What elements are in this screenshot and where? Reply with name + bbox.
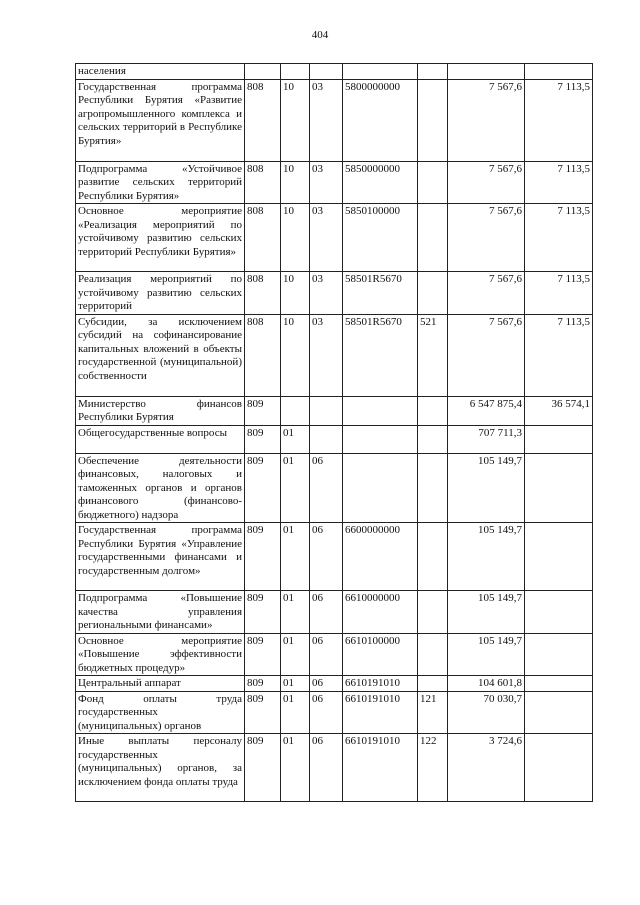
- table-row: [76, 425, 593, 453]
- row-name: Основное мероприятие «Повышение эффективности бюджетных процедур»: [76, 633, 245, 676]
- csr-code: 6600000000: [343, 523, 418, 591]
- sum-2: [525, 523, 593, 591]
- pr-code: 06: [310, 523, 343, 591]
- table-row: [76, 272, 593, 315]
- vr-code: [418, 633, 448, 676]
- vr-code: [418, 425, 448, 453]
- row-name: Субсидии, за исключением субсидий на софинансирование капитальных вложений в объекты государственной (муниципальной) собственности: [76, 314, 245, 396]
- rz-code: 10: [281, 204, 310, 272]
- table-row: [76, 453, 593, 523]
- csr-code: 58501R5670: [343, 314, 418, 396]
- vr-code: [418, 79, 448, 161]
- csr-code: 6610191010: [343, 676, 418, 692]
- table-row: [76, 64, 593, 80]
- sum-2: [525, 691, 593, 734]
- ved-code: 809: [245, 691, 281, 734]
- csr-code: 6610191010: [343, 734, 418, 802]
- sum-2: [525, 425, 593, 453]
- pr-code: [310, 425, 343, 453]
- row-name: Подпрограмма «Повышение качества управления региональными финансами»: [76, 591, 245, 634]
- ved-code: 808: [245, 79, 281, 161]
- pr-code: 06: [310, 691, 343, 734]
- vr-code: [418, 204, 448, 272]
- table-row: [76, 734, 593, 802]
- ved-code: 808: [245, 272, 281, 315]
- ved-code: 809: [245, 591, 281, 634]
- row-name: Основное мероприятие «Реализация мероприятий по устойчивому развитию сельских территорий Республики Бурятия»: [76, 204, 245, 272]
- vr-code: [418, 523, 448, 591]
- sum-2: 36 574,1: [525, 396, 593, 425]
- pr-code: 03: [310, 314, 343, 396]
- sum-2: 7 113,5: [525, 272, 593, 315]
- csr-code: 5800000000: [343, 79, 418, 161]
- row-name: Государственная программа Республики Бурятия «Развитие агропромышленного комплекса и сельских территорий в Республике Бурятия»: [76, 79, 245, 161]
- sum-2: 7 113,5: [525, 204, 593, 272]
- sum-2: 7 113,5: [525, 79, 593, 161]
- rz-code: 10: [281, 314, 310, 396]
- pr-code: 06: [310, 676, 343, 692]
- vr-code: [418, 396, 448, 425]
- sum-1: 105 149,7: [448, 453, 525, 523]
- ved-code: 809: [245, 425, 281, 453]
- row-name: Обеспечение деятельности финансовых, налоговых и таможенных органов и органов финансового (финансово-бюджетного) надзора: [76, 453, 245, 523]
- rz-code: 01: [281, 591, 310, 634]
- csr-code: [343, 425, 418, 453]
- table-row: [76, 691, 593, 734]
- ved-code: 808: [245, 161, 281, 204]
- rz-code: 01: [281, 676, 310, 692]
- sum-1: 7 567,6: [448, 79, 525, 161]
- csr-code: [343, 396, 418, 425]
- ved-code: 809: [245, 676, 281, 692]
- sum-1: 105 149,7: [448, 633, 525, 676]
- rz-code: 01: [281, 734, 310, 802]
- ved-code: 809: [245, 633, 281, 676]
- rz-code: [281, 396, 310, 425]
- sum-2: [525, 591, 593, 634]
- sum-1: [448, 64, 525, 80]
- row-name: населения: [76, 64, 245, 80]
- vr-code: [418, 676, 448, 692]
- rz-code: 01: [281, 633, 310, 676]
- table-row: [76, 523, 593, 591]
- pr-code: 06: [310, 734, 343, 802]
- pr-code: 03: [310, 161, 343, 204]
- sum-1: 707 711,3: [448, 425, 525, 453]
- vr-code: [418, 161, 448, 204]
- sum-2: 7 113,5: [525, 314, 593, 396]
- table-row: [76, 204, 593, 272]
- row-name: Центральный аппарат: [76, 676, 245, 692]
- sum-2: [525, 734, 593, 802]
- pr-code: 06: [310, 633, 343, 676]
- pr-code: 03: [310, 272, 343, 315]
- ved-code: 809: [245, 396, 281, 425]
- rz-code: 10: [281, 272, 310, 315]
- table-row: [76, 161, 593, 204]
- pr-code: 06: [310, 453, 343, 523]
- csr-code: [343, 453, 418, 523]
- sum-2: 7 113,5: [525, 161, 593, 204]
- rz-code: 01: [281, 691, 310, 734]
- rz-code: [281, 64, 310, 80]
- sum-1: 7 567,6: [448, 161, 525, 204]
- pr-code: [310, 396, 343, 425]
- vr-code: 122: [418, 734, 448, 802]
- table-row: [76, 79, 593, 161]
- csr-code: 5850100000: [343, 204, 418, 272]
- rz-code: 10: [281, 79, 310, 161]
- csr-code: 6610191010: [343, 691, 418, 734]
- csr-code: 6610000000: [343, 591, 418, 634]
- sum-1: 7 567,6: [448, 314, 525, 396]
- rz-code: 10: [281, 161, 310, 204]
- row-name: Реализация мероприятий по устойчивому развитию сельских территорий: [76, 272, 245, 315]
- sum-2: [525, 64, 593, 80]
- row-name: Министерство финансов Республики Бурятия: [76, 396, 245, 425]
- vr-code: [418, 64, 448, 80]
- csr-code: [343, 64, 418, 80]
- sum-1: 6 547 875,4: [448, 396, 525, 425]
- pr-code: 03: [310, 204, 343, 272]
- sum-1: 7 567,6: [448, 204, 525, 272]
- row-name: Фонд оплаты труда государственных (муниципальных) органов: [76, 691, 245, 734]
- rz-code: 01: [281, 425, 310, 453]
- ved-code: 809: [245, 523, 281, 591]
- sum-2: [525, 453, 593, 523]
- sum-1: 104 601,8: [448, 676, 525, 692]
- sum-2: [525, 633, 593, 676]
- sum-2: [525, 676, 593, 692]
- vr-code: [418, 591, 448, 634]
- vr-code: [418, 453, 448, 523]
- csr-code: 6610100000: [343, 633, 418, 676]
- table-row: [76, 314, 593, 396]
- table-row: [76, 676, 593, 692]
- ved-code: 809: [245, 734, 281, 802]
- ved-code: 808: [245, 314, 281, 396]
- ved-code: 809: [245, 453, 281, 523]
- ved-code: 808: [245, 204, 281, 272]
- row-name: Общегосударственные вопросы: [76, 425, 245, 453]
- pr-code: [310, 64, 343, 80]
- sum-1: 7 567,6: [448, 272, 525, 315]
- rz-code: 01: [281, 523, 310, 591]
- row-name: Подпрограмма «Устойчивое развитие сельских территорий Республики Бурятия»: [76, 161, 245, 204]
- vr-code: [418, 272, 448, 315]
- budget-table: [75, 63, 593, 802]
- pr-code: 03: [310, 79, 343, 161]
- csr-code: 58501R5670: [343, 272, 418, 315]
- rz-code: 01: [281, 453, 310, 523]
- row-name: Иные выплаты персоналу государственных (муниципальных) органов, за исключением фонда оплаты труда: [76, 734, 245, 802]
- table-row: [76, 396, 593, 425]
- vr-code: 521: [418, 314, 448, 396]
- page-number: 404: [311, 29, 329, 41]
- sum-1: 70 030,7: [448, 691, 525, 734]
- table-row: [76, 633, 593, 676]
- row-name: Государственная программа Республики Бурятия «Управление государственными финансами и государственным долгом»: [76, 523, 245, 591]
- sum-1: 105 149,7: [448, 591, 525, 634]
- pr-code: 06: [310, 591, 343, 634]
- vr-code: 121: [418, 691, 448, 734]
- csr-code: 5850000000: [343, 161, 418, 204]
- sum-1: 3 724,6: [448, 734, 525, 802]
- table-row: [76, 591, 593, 634]
- sum-1: 105 149,7: [448, 523, 525, 591]
- ved-code: [245, 64, 281, 80]
